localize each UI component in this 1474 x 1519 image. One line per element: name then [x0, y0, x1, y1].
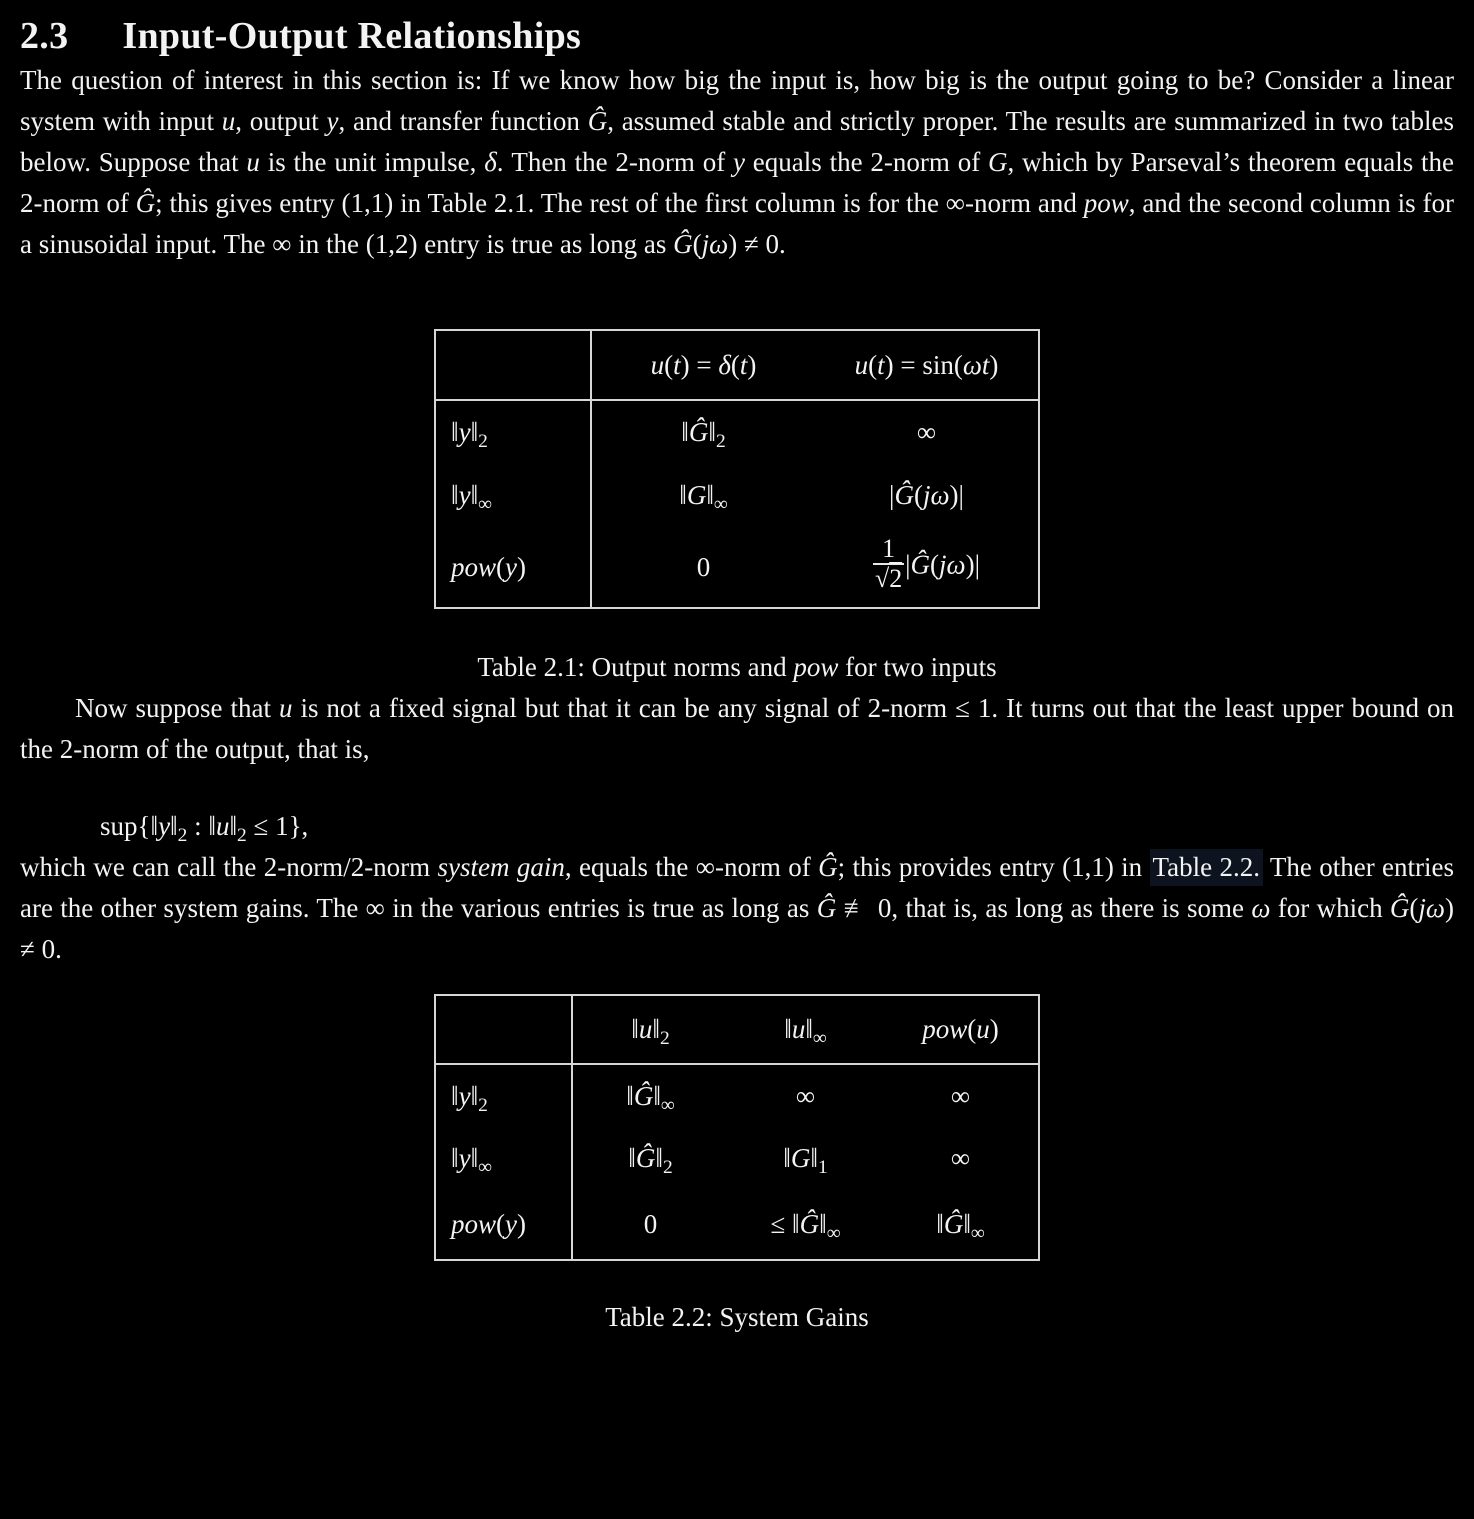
table-row — [435, 1189, 1039, 1260]
paragraph-suppose: Now suppose that u is not a fixed signal but that it can be any signal of 2-norm ≤ 1. It turns out that the least upper bound on the 2-norm of the output, that is, — [20, 693, 1454, 764]
table-cell: 0 — [643, 1208, 658, 1239]
table-row — [435, 400, 1039, 464]
sup-norm-equation: $sup\{‖y‖_2$ : $‖u‖_2 \le 1$}, — [100, 811, 309, 846]
table-cell: $‖Ĝ‖_2$ — [628, 1142, 673, 1178]
table-cell: ∞ — [950, 1080, 971, 1111]
table-row — [435, 527, 1039, 608]
table-cell: 0 — [696, 551, 711, 582]
table-2-2-header-u-infnorm: $‖u‖_\infty$ — [728, 995, 883, 1064]
table-2-2-header-pow-u: pow(u) — [883, 995, 1039, 1064]
table-2-2-reference-link[interactable]: Table 2.2. — [1150, 849, 1263, 886]
table-cell: ∞ — [916, 417, 937, 447]
table-row — [435, 1064, 1039, 1127]
table-cell: ∞ — [795, 1080, 816, 1111]
table-2-1-header-impulse: u(t) = δ(t) — [591, 330, 815, 400]
table-2-1-caption: Table 2.1: Output norms and pow for two inputs — [477, 652, 997, 682]
table-2-1-corner-cell — [435, 330, 591, 400]
row-label-pow-y: pow(y) — [435, 1189, 572, 1260]
table-cell: $‖G‖_\infty$ — [679, 480, 728, 515]
row-label-y-infnorm: $‖y‖_\infty$ — [435, 1127, 572, 1189]
table-row — [435, 464, 1039, 527]
table-2-2-header-u-2norm: $‖u‖_2$ — [572, 995, 728, 1064]
section-number: 2.3 — [20, 15, 69, 57]
table-cell: $‖G‖_1$ — [783, 1142, 828, 1178]
table-2-2 — [434, 994, 1040, 1261]
table-2-2-header-row — [435, 995, 1039, 1064]
row-label-y-2norm: $‖y‖_2$ — [435, 1064, 572, 1127]
row-label-pow-y: pow(y) — [435, 527, 591, 608]
table-2-1-header-row — [435, 330, 1039, 400]
table-2-1-header-sinusoid: u(t) = sin(ωt) — [815, 330, 1039, 400]
one-over-sqrt2-fraction: $\frac{1}{√2}$ — [874, 533, 903, 593]
table-cell: ≤ $‖Ĝ‖_\infty$ — [770, 1208, 841, 1244]
table-cell: ∞ — [950, 1142, 971, 1173]
table-cell: $\frac{1}{√2}$ |Ĝ(jω)| — [874, 533, 981, 593]
table-2-1 — [434, 329, 1040, 609]
paragraph-intro: The question of interest in this section is: If we know how big the input is, how big is the output going to be? Consider a linear system with input u, output y, and transfer function Ĝ, assumed stable and strictly proper. The results are summarized in two tables below. Suppose that u is the unit impulse, δ. Then the 2-norm of y equals the 2-norm of G, which by Parseval’s theorem equals the 2-norm of Ĝ; this gives entry (1,1) in Table 2.1. The rest of the first column is for the ∞-norm and pow, and the second column is for a sinusoidal input. The ∞ in the (1,2) entry is true as long as Ĝ(jω) ≠ 0. — [20, 65, 1454, 259]
table-2-2-caption: Table 2.2: System Gains — [605, 1302, 869, 1332]
paragraph-system-gain: which we can call the 2-norm/2-norm system gain, equals the ∞-norm of Ĝ; this provides entry (1,1) in Table 2.2. The other entries are the other system gains. The ∞ in the various entries is true as long as Ĝ ≢ 0, that is, as long as there is some ω for which Ĝ(jω) ≠ 0. — [20, 847, 1454, 970]
row-label-y-infnorm: $‖y‖_\infty$ — [435, 464, 591, 527]
section-heading — [20, 12, 1454, 60]
table-cell: $‖Ĝ‖_\infty$ — [626, 1080, 675, 1116]
row-label-y-2norm: $‖y‖_2$ — [435, 400, 591, 464]
table-row — [435, 1127, 1039, 1189]
table-cell: $‖Ĝ‖_2$ — [681, 417, 726, 452]
section-title: Input-Output Relationships — [122, 15, 582, 57]
table-cell: $‖Ĝ‖_\infty$ — [936, 1208, 985, 1244]
table-cell: |Ĝ(jω)| — [889, 480, 964, 510]
table-2-2-corner-cell — [435, 995, 572, 1064]
